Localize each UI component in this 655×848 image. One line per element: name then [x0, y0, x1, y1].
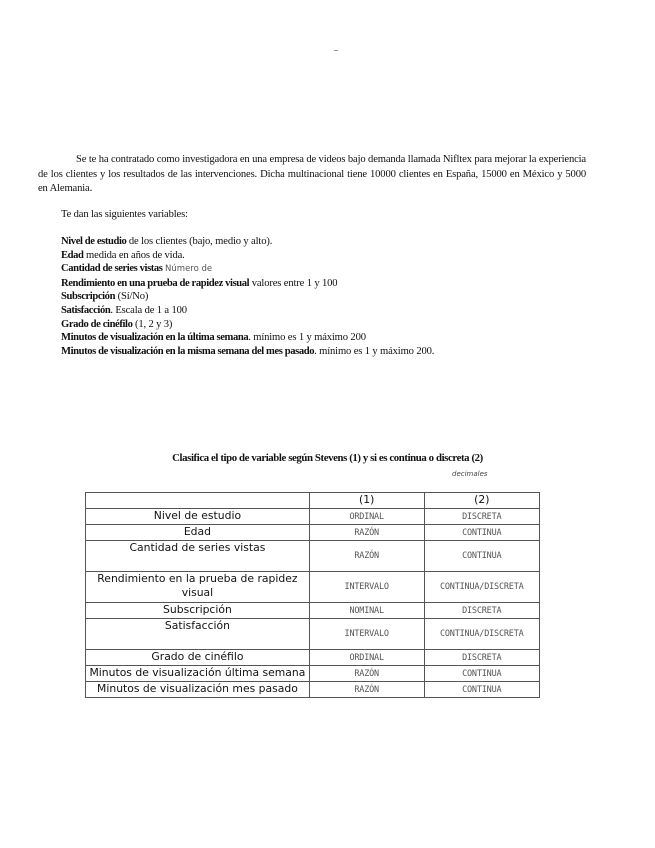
- variable-item: [61, 304, 601, 318]
- table-row: [86, 541, 540, 572]
- stevens-cell: INTERVALO: [309, 572, 424, 603]
- variable-description: (Sí/No): [115, 291, 149, 303]
- variable-item: [61, 235, 601, 249]
- continuity-cell: DISCRETA: [424, 603, 539, 619]
- continuity-cell: CONTINUA: [424, 541, 539, 572]
- variable-name: Satisfacción: [61, 304, 111, 316]
- variable-description: valores entre 1 y 100: [249, 277, 338, 289]
- row-label-cell: Satisfacción: [86, 619, 310, 650]
- row-label-cell: Edad: [86, 525, 310, 541]
- variable-name: Grado de cinéfilo: [61, 318, 133, 330]
- table-header-row: [86, 493, 540, 509]
- classification-table: [85, 492, 540, 698]
- stevens-cell: RAZÓN: [309, 682, 424, 698]
- row-label-cell: Rendimiento en la prueba de rapidez visual: [86, 572, 310, 603]
- header-cell-continuity: (2): [424, 493, 539, 509]
- variable-name: Subscripción: [61, 291, 116, 303]
- variable-name: Minutos de visualización en la misma semana del mes pasado: [61, 345, 315, 357]
- variable-description: medida en años de vida.: [83, 249, 185, 261]
- continuity-cell: CONTINUA: [424, 525, 539, 541]
- continuity-cell: CONTINUA: [424, 682, 539, 698]
- intro-paragraph: [38, 153, 586, 197]
- stevens-cell: RAZÓN: [309, 666, 424, 682]
- stevens-cell: ORDINAL: [309, 650, 424, 666]
- row-label-cell: Minutos de visualización última semana: [86, 666, 310, 682]
- table-row: [86, 603, 540, 619]
- variable-item: [61, 290, 601, 304]
- header-cell-stevens: (1): [309, 493, 424, 509]
- table-title: Clasifica el tipo de variable según Stevens (1) y si es continua o discreta (2): [172, 452, 483, 464]
- variables-intro: Te dan las siguientes variables:: [61, 209, 188, 220]
- variable-name: Rendimiento en una prueba de rapidez visual: [61, 277, 250, 289]
- variable-item: [61, 249, 601, 263]
- table-row: [86, 619, 540, 650]
- row-label-cell: Cantidad de series vistas: [86, 541, 310, 572]
- variable-item: [61, 262, 601, 277]
- row-label-cell: Nivel de estudio: [86, 509, 310, 525]
- variable-item: [61, 331, 601, 345]
- continuity-cell: CONTINUA/DISCRETA: [424, 619, 539, 650]
- variable-name: Nivel de estudio: [61, 236, 127, 247]
- page-mark: [334, 50, 338, 51]
- variable-description: . mínimo es 1 y máximo 200.: [314, 345, 435, 357]
- table-row: [86, 525, 540, 541]
- continuity-cell: CONTINUA/DISCRETA: [424, 572, 539, 603]
- variable-description: (1, 2 y 3): [132, 318, 173, 330]
- stevens-cell: RAZÓN: [309, 541, 424, 572]
- variable-item: [61, 318, 601, 332]
- stevens-cell: INTERVALO: [309, 619, 424, 650]
- variable-name: Edad: [61, 249, 84, 261]
- table-row: [86, 682, 540, 698]
- variables-list: [61, 235, 601, 358]
- table-row: [86, 650, 540, 666]
- stevens-cell: RAZÓN: [309, 525, 424, 541]
- row-label-cell: Grado de cinéfilo: [86, 650, 310, 666]
- continuity-cell: CONTINUA: [424, 666, 539, 682]
- variable-item: [61, 345, 601, 359]
- table-row: [86, 509, 540, 525]
- header-cell-empty: [86, 493, 310, 509]
- variable-description: . mínimo es 1 y máximo 200: [248, 332, 366, 344]
- handwritten-note: decimales: [452, 470, 488, 478]
- stevens-cell: ORDINAL: [309, 509, 424, 525]
- variable-name: Minutos de visualización en la última semana: [61, 332, 249, 344]
- table-row: [86, 666, 540, 682]
- handwritten-annotation: Número de: [165, 264, 213, 275]
- stevens-cell: NOMINAL: [309, 603, 424, 619]
- variable-description: . Escala de 1 a 100: [110, 304, 187, 316]
- intro-text: Se te ha contratado como investigadora en una empresa de videos bajo demanda llamada Nifltex para mejorar la experiencia de los clientes y los resultados de las intervenciones. Dicha multinacional tiene 10000 clientes en España, 15000 en México y 5000 en Alemania.: [38, 154, 586, 194]
- table-row: [86, 572, 540, 603]
- row-label-cell: Subscripción: [86, 603, 310, 619]
- continuity-cell: DISCRETA: [424, 650, 539, 666]
- variable-item: [61, 277, 601, 291]
- continuity-cell: DISCRETA: [424, 509, 539, 525]
- row-label-cell: Minutos de visualización mes pasado: [86, 682, 310, 698]
- variable-name: Cantidad de series vistas: [61, 263, 163, 275]
- variable-description: de los clientes (bajo, medio y alto).: [126, 236, 273, 247]
